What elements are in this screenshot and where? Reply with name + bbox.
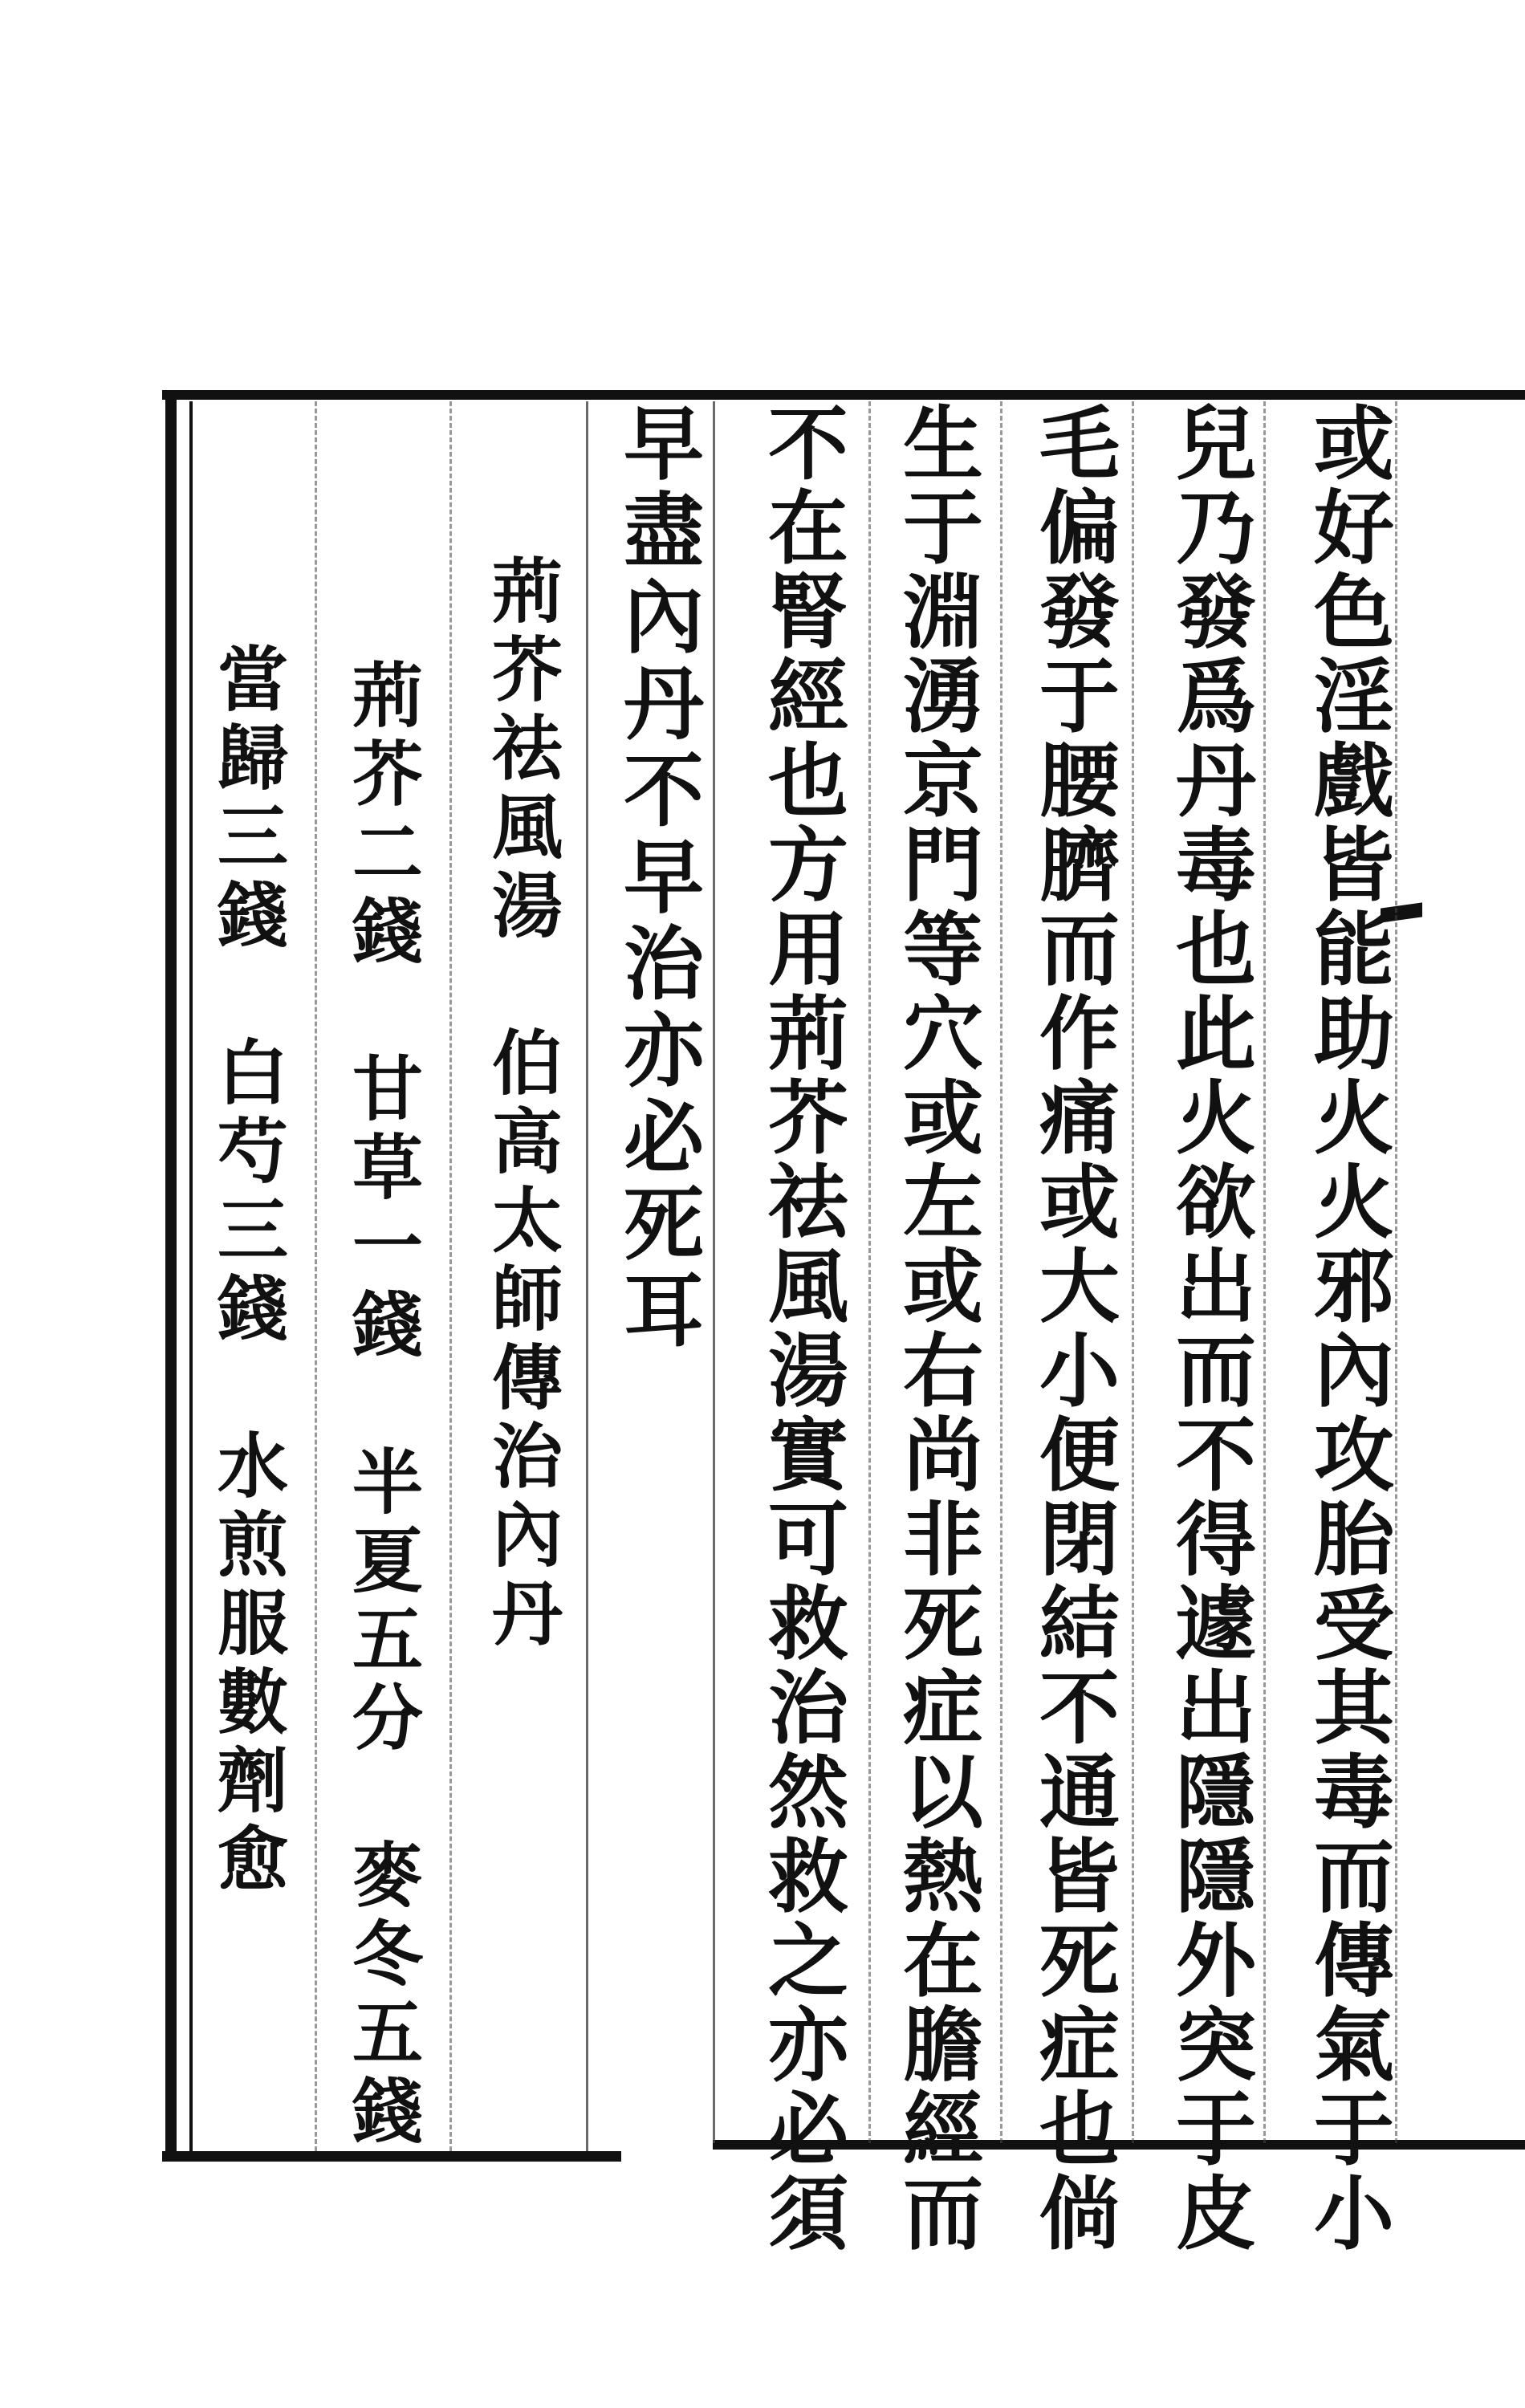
formula-title-column <box>475 401 570 2288</box>
column-text: 兒乃發爲丹毒也此火欲出而不得遽出隱隱外突于皮 <box>1162 401 1257 2255</box>
column-separator <box>315 401 317 2151</box>
text-column-3 <box>1026 401 1120 2255</box>
text-column-6 <box>610 401 705 2135</box>
column-text: 不在腎經也方用荊芥祛風湯實可救治然救之亦必須 <box>754 401 849 2255</box>
column-separator <box>1000 401 1002 2143</box>
formula-title: 荊芥祛風湯 伯高太師傳治內丹 <box>481 554 564 1655</box>
ingredients-column-1 <box>336 401 430 2392</box>
column-separator <box>586 401 588 2151</box>
text-column-5 <box>754 401 849 2255</box>
text-column-1 <box>1300 401 1395 2255</box>
ingredients-line: 荊芥二錢 甘草一錢 半夏五分 麥冬五錢 <box>341 658 425 2153</box>
column-text: 生于淵湧京門等穴或左或右尚非死症以熱在膽經而 <box>889 401 984 2255</box>
left-border-rule <box>165 390 177 2161</box>
column-text: 早盡內丹不早治亦必死耳 <box>610 401 705 1355</box>
column-separator <box>1263 401 1266 2143</box>
column-separator <box>449 401 452 2151</box>
column-separator <box>868 401 871 2143</box>
top-border-rule <box>162 390 1525 400</box>
left-inner-rule <box>189 401 193 2151</box>
column-separator <box>1132 401 1134 2143</box>
column-separator <box>713 401 715 2143</box>
ingredients-column-2 <box>201 401 295 2376</box>
column-text: 毛偏發于腰臍而作痛或大小便閉結不通皆死症也倘 <box>1026 401 1120 2255</box>
column-separator <box>1395 401 1397 2143</box>
ingredients-line: 當歸三錢 白芍三錢 水煎服數劑愈 <box>206 642 290 1901</box>
text-column-4 <box>889 401 984 2255</box>
text-column-2 <box>1162 401 1257 2255</box>
column-text: 或好色淫戲皆能助火火邪內攻胎受其毒而傳氣于小 <box>1300 401 1395 2255</box>
